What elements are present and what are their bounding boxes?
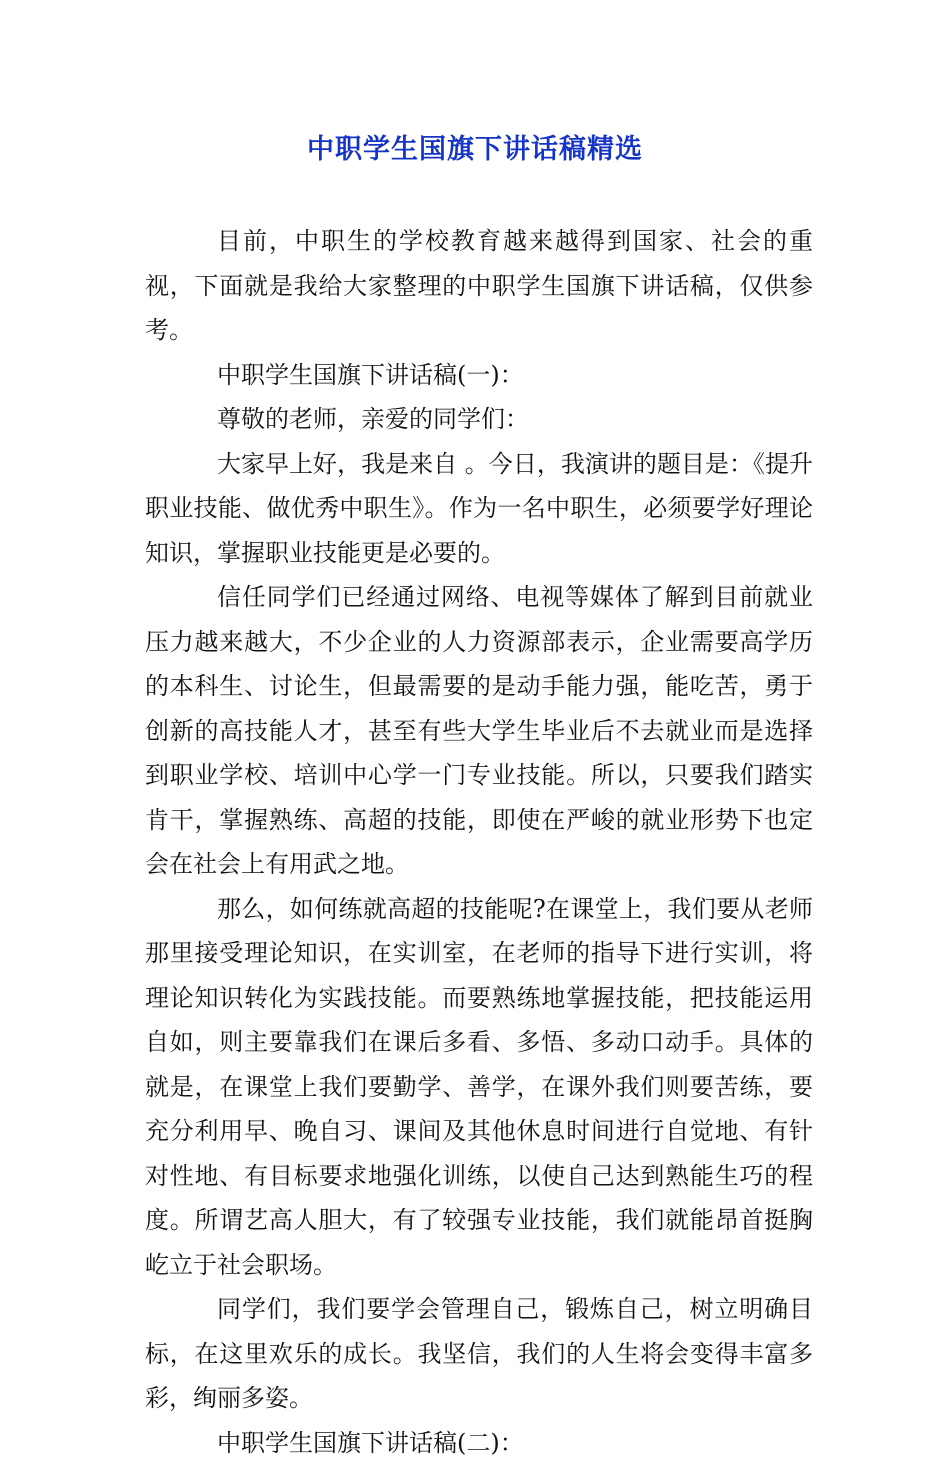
section-heading-one: 中职学生国旗下讲话稿(一)：	[145, 353, 813, 398]
section-heading-two: 中职学生国旗下讲话稿(二)：	[145, 1421, 813, 1465]
paragraph-closing: 同学们，我们要学会管理自己，锻炼自己，树立明确目标，在这里欢乐的成长。我坚信，我们的人生将会变得丰富多彩，绚丽多姿。	[145, 1287, 813, 1421]
paragraph-intro: 目前，中职生的学校教育越来越得到国家、社会的重视，下面就是我给大家整理的中职学生国旗下讲话稿，仅供参考。	[145, 219, 813, 353]
paragraph-greeting: 尊敬的老师，亲爱的同学们：	[145, 397, 813, 442]
document-title: 中职学生国旗下讲话稿精选	[0, 128, 950, 172]
document-body	[145, 219, 813, 1465]
paragraph-employment: 信任同学们已经通过网络、电视等媒体了解到目前就业压力越来越大，不少企业的人力资源部表示，企业需要高学历的本科生、讨论生，但最需要的是动手能力强，能吃苦，勇于创新的高技能人才，甚至有些大学生毕业后不去就业而是选择到职业学校、培训中心学一门专业技能。所以，只要我们踏实肯干，掌握熟练、高超的技能，即使在严峻的就业形势下也定会在社会上有用武之地。	[145, 575, 813, 887]
paragraph-skills: 那么，如何练就高超的技能呢?在课堂上，我们要从老师那里接受理论知识，在实训室，在老师的指导下进行实训，将理论知识转化为实践技能。而要熟练地掌握技能，把技能运用自如，则主要靠我们在课后多看、多悟、多动口动手。具体的就是，在课堂上我们要勤学、善学，在课外我们则要苦练，要充分利用早、晚自习、课间及其他休息时间进行自觉地、有针对性地、有目标要求地强化训练，以使自己达到熟能生巧的程度。所谓艺高人胆大，有了较强专业技能，我们就能昂首挺胸屹立于社会职场。	[145, 887, 813, 1288]
paragraph-opening: 大家早上好，我是来自 。今日，我演讲的题目是：《提升职业技能、做优秀中职生》。作为一名中职生，必须要学好理论知识，掌握职业技能更是必要的。	[145, 442, 813, 576]
